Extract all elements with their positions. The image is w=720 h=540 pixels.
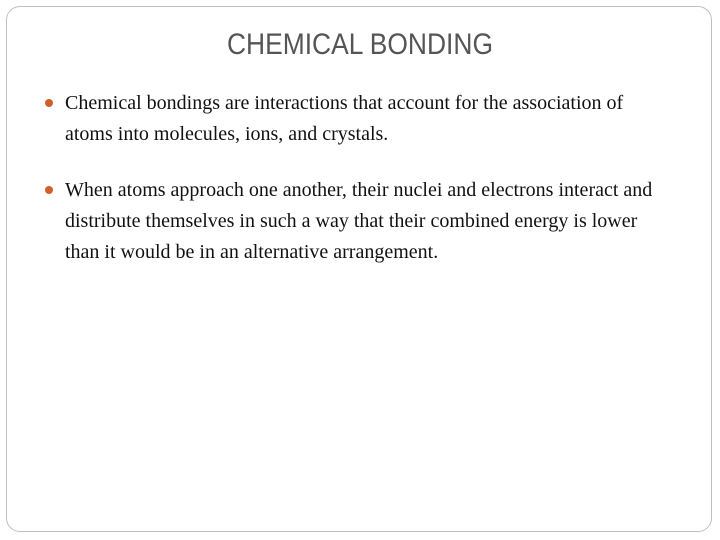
bullet-item — [44, 175, 664, 268]
slide-title: CHEMICAL BONDING — [226, 28, 493, 61]
bullet-item — [44, 88, 664, 150]
bullet-dot-icon — [45, 99, 53, 107]
bullet-list — [44, 88, 664, 293]
bullet-dot-icon — [45, 186, 53, 194]
bullet-text: When atoms approach one another, their nuclei and electrons interact and distribute themselves in such a way that their combined energy is lower than it would be in an alternative arrangement. — [65, 179, 653, 263]
bullet-text: Chemical bondings are interactions that account for the association of atoms into molecules, ions, and crystals. — [65, 92, 624, 145]
